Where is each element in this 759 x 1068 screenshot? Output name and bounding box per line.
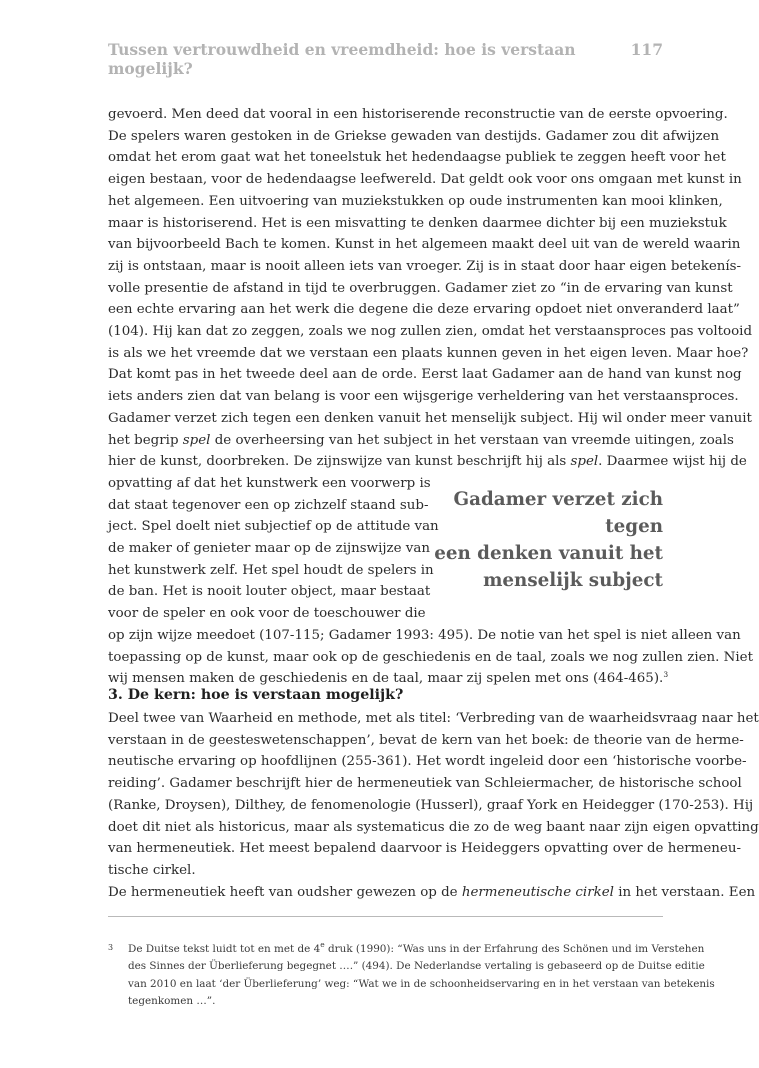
text-line: volle presentie de afstand in tijd te overbruggen. Gadamer ziet zo “in de ervaring van kunst — [108, 280, 733, 296]
footnote-divider — [108, 916, 663, 917]
running-title: Tussen vertrouwdheid en vreemdheid: hoe is verstaan mogelijk? — [108, 40, 576, 78]
text-line: iets anders zien dat van belang is voor een wijsgerige verheldering van het verstaansproces. — [108, 389, 739, 405]
pull-quote-line: een denken vanuit het — [434, 543, 663, 564]
text-run: . Daarmee wijst hij de — [598, 454, 747, 470]
text-line: het algemeen. Een uitvoering van muziekstukken op oude instrumenten kan mooi klinken, — [108, 193, 723, 209]
footnote-body — [128, 940, 715, 1011]
text-run: hier de kunst, doorbreken. De zijnswijze van kunst beschrijft hij als — [108, 454, 571, 470]
text-line: van hermeneutiek. Het meest bepalend daarvoor is Heideggers opvatting over de hermeneu- — [108, 841, 741, 857]
footnote-line: des Sinnes der Überlieferung begegnet ….” (494). De Nederlandse vertaling is gebaseerd op de Duitse editie — [128, 960, 705, 973]
text-line: reiding’. Gadamer beschrijft hier de hermeneutiek van Schleiermacher, de historische school — [108, 776, 742, 792]
text-line: opvatting af dat het kunstwerk een voorwerp is — [108, 475, 431, 491]
pull-quote — [410, 486, 663, 594]
text-line: ject. Spel doelt niet subjectief op de attitude van — [108, 519, 439, 535]
text-line: een echte ervaring aan het werk die degene die deze ervaring opdoet niet onveranderd laat” — [108, 302, 740, 318]
text-line: is als we het vreemde dat we verstaan een plaats kunnen geven in het eigen leven. Maar hoe? — [108, 345, 749, 361]
footnote-line: van 2010 en laat ‘der Überlieferung’ weg: “Wat we in de schoonheidservaring en in het verstaan van betekenis — [128, 977, 715, 990]
text-line: (Ranke, Droysen), Dilthey, de fenomenologie (Husserl), graaf York en Heidegger (170-253). Hij — [108, 797, 754, 813]
text-line: verstaan in de geesteswetenschappen’, bevat de kern van het boek: de theorie van de herme- — [108, 732, 744, 748]
footnote-number: 3 — [108, 943, 114, 952]
text-line: tische cirkel. — [108, 862, 196, 878]
text-line: De spelers waren gestoken in de Griekse gewaden van destijds. Gadamer zou dit afwijzen — [108, 128, 720, 144]
text-line: voor de speler en ook voor de toeschouwer die — [108, 606, 426, 622]
text-line: Gadamer verzet zich tegen een denken vanuit het menselijk subject. Hij wil onder meer vanuit — [108, 410, 752, 426]
page-number: 117 — [630, 40, 663, 59]
text-run: druk (1990): “Was uns in der Erfahrung des Schönen und im Verstehen — [324, 943, 705, 955]
superscript: e — [320, 940, 325, 949]
italic-term: hermeneutische cirkel — [461, 884, 614, 900]
footnote-line — [128, 940, 705, 958]
text-run: het begrip — [108, 432, 183, 448]
pull-quote-line: menselijk subject — [483, 570, 663, 591]
text-run: wij mensen maken de geschiedenis en de taal, maar zij spelen met ons (464-465). — [108, 671, 664, 687]
running-header — [108, 40, 663, 78]
text-line: doet dit niet als historicus, maar als systematicus die zo de weg baant naar zijn eigen opvatting — [108, 819, 759, 835]
text-line: de ban. Het is nooit louter object, maar bestaat — [108, 584, 431, 600]
text-line: dat staat tegenover een op zichzelf staand sub- — [108, 497, 429, 513]
italic-term: spel — [570, 454, 599, 470]
text-line: toepassing op de kunst, maar ook op de geschiedenis en de taal, zoals we nog zullen zien. Niet — [108, 649, 753, 665]
text-line: van bijvoorbeeld Bach te komen. Kunst in het algemeen maakt deel uit van de wereld waarin — [108, 237, 741, 253]
text-line — [108, 430, 734, 452]
footnote-line: tegenkomen …”. — [128, 995, 216, 1008]
body-paragraph-1 — [108, 104, 753, 690]
text-line: eigen bestaan, voor de hedendaagse leefwereld. Dat geldt ook voor ons omgaan met kunst in — [108, 172, 742, 188]
text-run: De hermeneutiek heeft van oudsher gewezen op de — [108, 884, 462, 900]
text-line — [108, 882, 756, 904]
text-line: op zijn wijze meedoet (107-115; Gadamer 1993: 495). De notie van het spel is niet alleen van — [108, 627, 741, 643]
pull-quote-line: Gadamer verzet zich tegen — [453, 489, 663, 537]
text-line: het kunstwerk zelf. Het spel houdt de spelers in — [108, 562, 434, 578]
text-line: zij is ontstaan, maar is nooit alleen iets van vroeger. Zij is in staat door haar eigen betekenís- — [108, 258, 742, 274]
text-line: maar is historiserend. Het is een misvatting te denken daarmee dichter bij een muziekstuk — [108, 215, 727, 231]
text-run: de overheersing van het subject in het verstaan van vreemde uitingen, zoals — [210, 432, 734, 448]
text-line: gevoerd. Men deed dat vooral in een historiserende reconstructie van de eerste opvoering. — [108, 107, 728, 122]
body-paragraph-2 — [108, 708, 759, 903]
text-run: De Duitse tekst luidt tot en met de 4 — [128, 943, 321, 955]
section-heading: 3. De kern: hoe is verstaan mogelijk? — [108, 687, 404, 703]
text-line: de maker of genieter maar op de zijnswijze van — [108, 541, 430, 557]
text-line: omdat het erom gaat wat het toneelstuk het hedendaagse publiek te zeggen heeft voor het — [108, 150, 726, 166]
text-line — [108, 451, 747, 473]
footnote-ref[interactable]: 3 — [663, 670, 669, 680]
text-line: Dat komt pas in het tweede deel aan de orde. Eerst laat Gadamer aan de hand van kunst nog — [108, 367, 742, 383]
text-run: in het verstaan. Een — [613, 884, 756, 900]
footnote — [108, 940, 715, 1011]
text-line: (104). Hij kan dat zo zeggen, zoals we nog zullen zien, omdat het verstaansproces pas voltooid — [108, 324, 753, 340]
text-line: neutische ervaring op hoofdlijnen (255-361). Het wordt ingeleid door een ‘historische voorbe- — [108, 754, 747, 770]
text-line: Deel twee van Waarheid en methode, met als titel: ‘Verbreding van de waarheidsvraag naar het — [108, 711, 759, 726]
italic-term: spel — [182, 432, 211, 448]
